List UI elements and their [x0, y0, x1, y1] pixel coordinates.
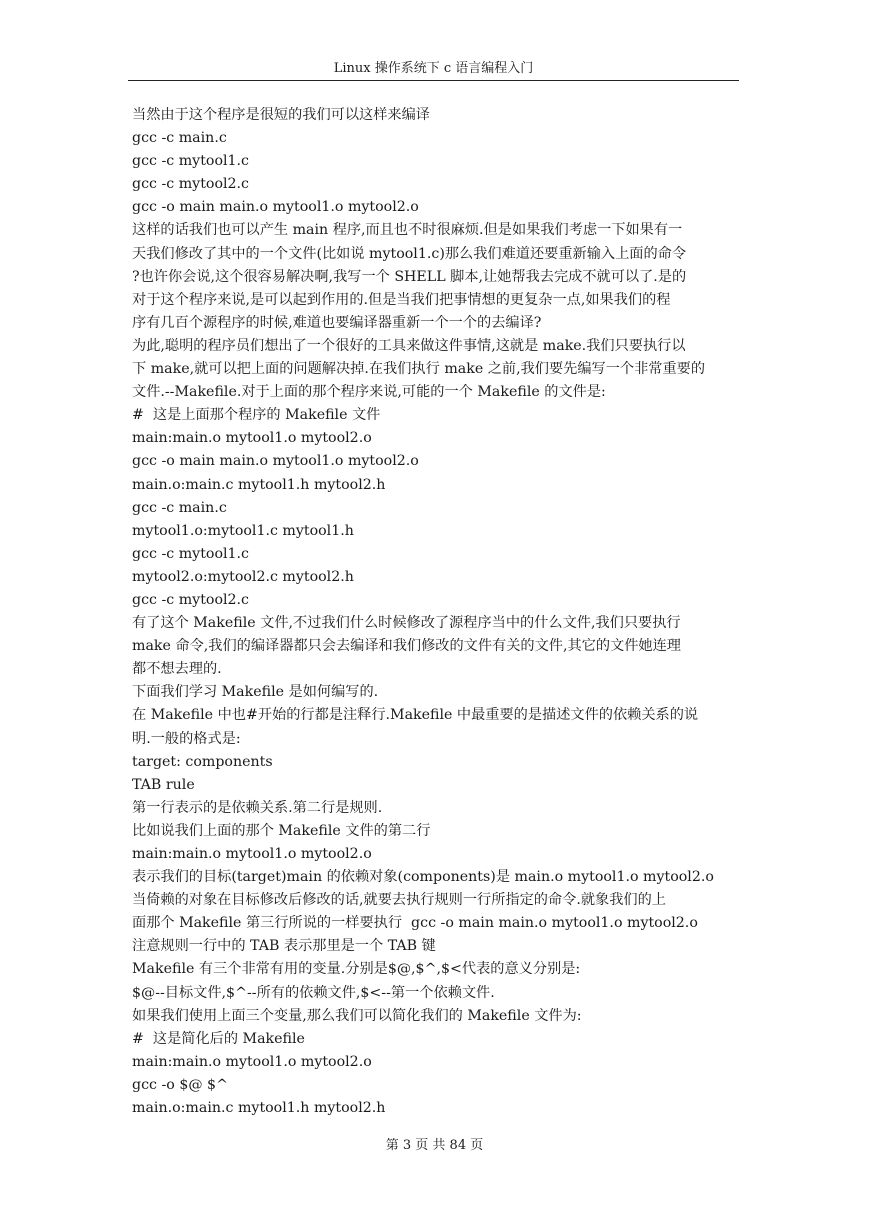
text-line: make 命令,我们的编译器都只会去编译和我们修改的文件有关的文件,其它的文件她连理	[132, 638, 681, 655]
code-line: # 这是简化后的 Makefile	[132, 1030, 305, 1047]
text-line: ?也许你会说,这个很容易解决啊,我写一个 SHELL 脚本,让她帮我去完成不就可以了.是的	[132, 268, 687, 285]
page-header-title: Linux 操作系统下 c 语言编程入门	[333, 61, 534, 76]
text-line: 注意规则一行中的 TAB 表示那里是一个 TAB 键	[132, 938, 436, 955]
code-line: mytool2.o:mytool2.c mytool2.h	[132, 568, 354, 585]
text-line: 表示我们的目标(target)main 的依赖对象(components)是 main.o mytool1.o mytool2.o	[132, 869, 714, 886]
code-line: main:main.o mytool1.o mytool2.o	[132, 1053, 372, 1070]
text-line: 明.一般的格式是:	[132, 730, 241, 747]
code-line: gcc -c mytool1.c	[132, 545, 250, 562]
code-line: gcc -c main.c	[132, 499, 227, 516]
code-line: target: components	[132, 753, 273, 770]
page-number: 第 3 页 共 84 页	[385, 1138, 484, 1153]
text-line: 对于这个程序来说,是可以起到作用的.但是当我们把事情想的更复杂一点,如果我们的程	[132, 291, 671, 308]
code-line: # 这是上面那个程序的 Makefile 文件	[132, 407, 381, 424]
code-line: gcc -c mytool1.c	[132, 153, 250, 170]
code-line: gcc -o main main.o mytool1.o mytool2.o	[132, 453, 419, 470]
code-line: TAB rule	[132, 776, 195, 793]
page-body	[132, 104, 732, 1120]
code-line: main:main.o mytool1.o mytool2.o	[132, 846, 372, 862]
header-divider	[128, 80, 739, 81]
text-line: 当然由于这个程序是很短的我们可以这样来编译	[132, 107, 430, 123]
code-line: main:main.o mytool1.o mytool2.o	[132, 430, 372, 447]
text-line: 为此,聪明的程序员们想出了一个很好的工具来做这件事情,这就是 make.我们只要执行以	[132, 337, 686, 354]
text-line: 下面我们学习 Makefile 是如何编写的.	[132, 684, 379, 701]
code-line: gcc -c mytool2.c	[132, 591, 250, 608]
text-line: 面那个 Makefile 第三行所说的一样要执行 gcc -o main main.o mytool1.o mytool2.o	[132, 915, 698, 932]
code-line: gcc -o main main.o mytool1.o mytool2.o	[132, 199, 419, 216]
text-line: 下 make,就可以把上面的问题解决掉.在我们执行 make 之前,我们要先编写一个非常重要的	[132, 361, 706, 378]
text-line: 文件.--Makefile.对于上面的那个程序来说,可能的一个 Makefile 的文件是:	[132, 384, 606, 401]
code-line: main.o:main.c mytool1.h mytool2.h	[132, 476, 386, 493]
text-line: 当倚赖的对象在目标修改后修改的话,就要去执行规则一行所指定的命令.就象我们的上	[132, 892, 666, 909]
text-line: 都不想去理的.	[132, 661, 222, 678]
text-line: 天我们修改了其中的一个文件(比如说 mytool1.c)那么我们难道还要重新输入上面的命令	[132, 245, 687, 262]
text-line: 如果我们使用上面三个变量,那么我们可以简化我们的 Makefile 文件为:	[132, 1007, 582, 1024]
text-line: 这样的话我们也可以产生 main 程序,而且也不时很麻烦.但是如果我们考虑一下如果有一	[132, 222, 683, 239]
code-line: gcc -o $@ $^	[132, 1076, 228, 1093]
code-line: gcc -c main.c	[132, 130, 227, 147]
text-line: $@--目标文件,$^--所有的依赖文件,$<--第一个依赖文件.	[132, 984, 495, 1001]
text-line: Makefile 有三个非常有用的变量.分别是$@,$^,$<代表的意义分别是:	[132, 961, 581, 978]
text-line: 有了这个 Makefile 文件,不过我们什么时候修改了源程序当中的什么文件,我们只要执行	[132, 615, 681, 632]
code-line: main.o:main.c mytool1.h mytool2.h	[132, 1100, 386, 1117]
code-line: mytool1.o:mytool1.c mytool1.h	[132, 522, 354, 539]
text-line: 在 Makefile 中也#开始的行都是注释行.Makefile 中最重要的是描述文件的依赖关系的说	[132, 707, 699, 724]
text-line: 第一行表示的是依赖关系.第二行是规则.	[132, 799, 383, 816]
text-line: 序有几百个源程序的时候,难道也要编译器重新一个一个的去编译?	[132, 314, 542, 331]
code-line: gcc -c mytool2.c	[132, 176, 250, 193]
text-line: 比如说我们上面的那个 Makefile 文件的第二行	[132, 822, 431, 839]
